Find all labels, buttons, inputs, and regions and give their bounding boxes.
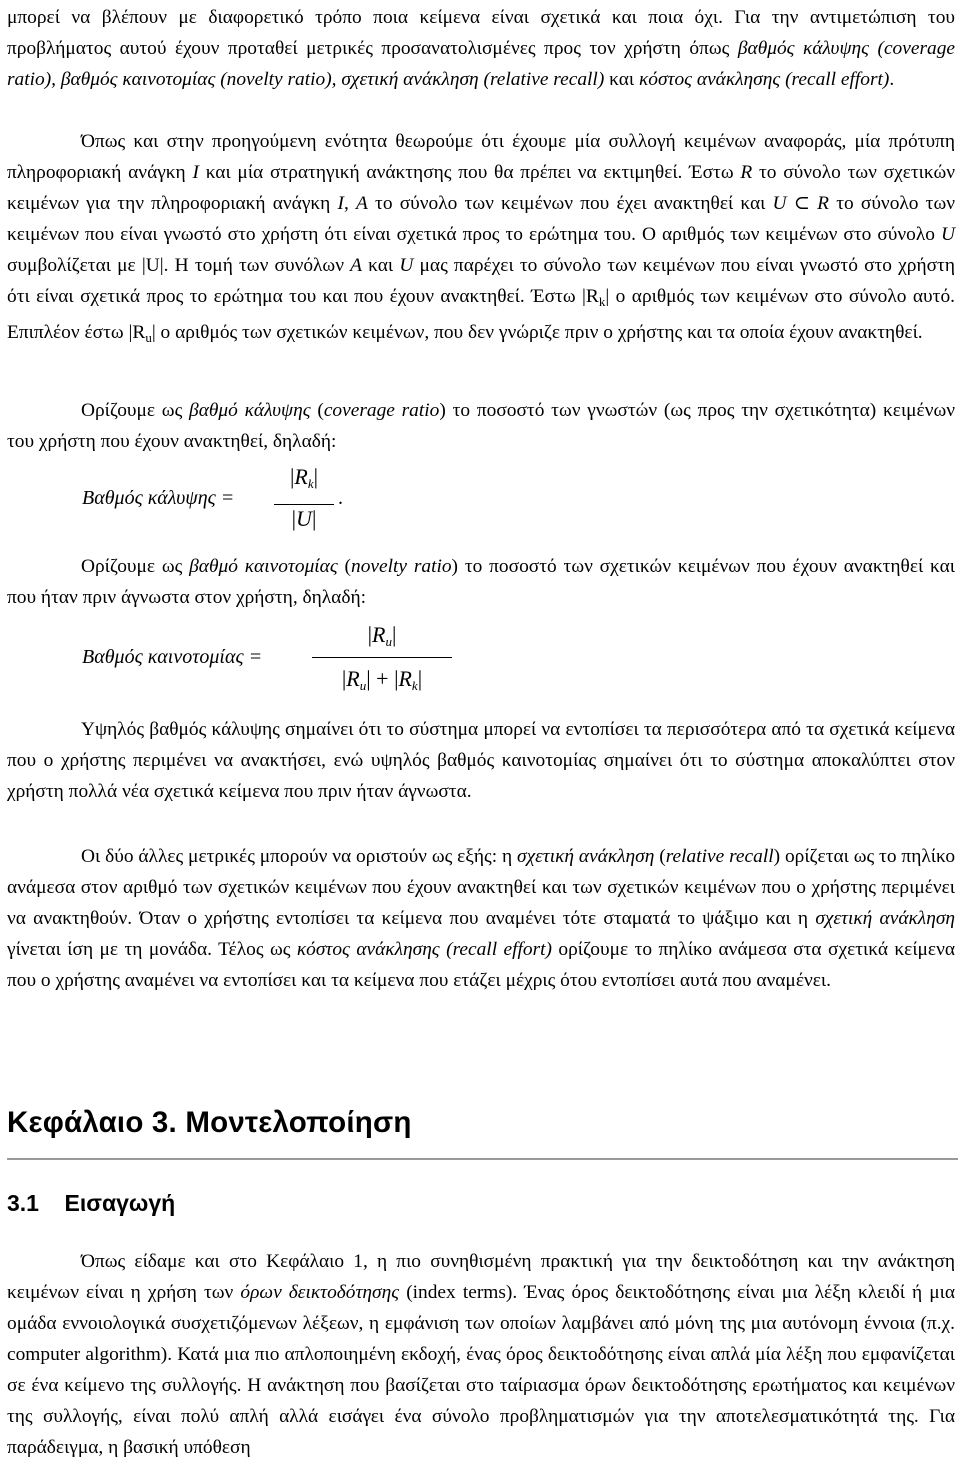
text-run: ) ορίζεται ως το πηλίκο ανάμεσα στον αριθμό των σχετικών κειμένων που έχουν ανακτηθεί και των σχετικών κειμένων που ο χρήστης περιμένει να ανακτηθούν. Όταν ο χρήστης εντοπίσει τα κείμενα που αναμένει τότε σταματά το ψάξιμο και η [7, 846, 956, 929]
italic-term: όρων δεικτοδότησης [240, 1282, 400, 1303]
text-run: και [362, 255, 400, 276]
formula-label: Βαθμός κάλυψης = [82, 487, 235, 509]
text-run: το σύνολο των κειμένων που είναι γνωστό στο χρήστη ότι είναι σχετικά προς το ερώτημα του. Ο αριθμός των κειμένων στο σύνολο [7, 193, 955, 245]
fraction [274, 464, 334, 540]
italic-term: coverage ratio [323, 400, 440, 421]
paragraph-intro-metrics [7, 2, 955, 95]
math-symbol: A [350, 255, 362, 276]
text-run: Ορίζουμε ως [81, 556, 190, 577]
paragraph-novelty-definition [7, 551, 955, 613]
paragraph-definitions [7, 126, 955, 353]
text-run: το σύνολο των κειμένων που έχει ανακτηθεί και [367, 193, 773, 214]
italic-term: κόστος ανάκλησης (recall effort) [638, 69, 890, 90]
italic-term: κόστος ανάκλησης (recall effort) [296, 939, 552, 960]
chapter-divider [7, 1158, 958, 1160]
math-symbol: U ⊂ R [772, 193, 830, 214]
text-run: Όπως και στην προηγούμενη ενότητα θεωρούμε ότι έχουμε μία συλλογή κειμένων αναφοράς, μία πρότυπη πληροφοριακή ανάγκη [7, 131, 955, 183]
chapter-title: Κεφάλαιο 3. Μοντελοποίηση [7, 1106, 412, 1139]
paragraph-other-metrics [7, 841, 955, 996]
text-run: . [889, 69, 895, 90]
subscript: k [598, 294, 606, 309]
text-run: και μία στρατηγική ανάκτησης που θα πρέπει να εκτιμηθεί. Έστω [198, 162, 741, 183]
text-run: ( [337, 556, 352, 577]
italic-term: σχετική ανάκληση [815, 908, 956, 929]
formula-novelty-ratio [82, 624, 562, 704]
text-run: ( [310, 400, 324, 421]
subscript: u [145, 330, 152, 345]
fraction-numerator: | $R_k$ | [274, 464, 334, 492]
text-run: | ο αριθμός των σχετικών κειμένων, που δεν γνώριζε πριν ο χρήστης και τα οποία έχουν ανακτηθεί. [151, 322, 923, 343]
text-run: Όπως είδαμε και στο Κεφάλαιο 1, η πιο συνηθισμένη πρακτική για την δεικτοδότηση και την ανάκτηση κειμένων είναι η χρήση των [7, 1251, 955, 1303]
text-run: ( [654, 846, 666, 867]
fraction [312, 624, 452, 704]
text-run: μπορεί να βλέπουν με διαφορετικό τρόπο ποια κείμενα είναι σχετικά και ποια όχι. Για την αντιμετώπιση του προβλήματος αυτού έχουν προταθεί μετρικές προσανατολισμένες προς τον χρήστη όπως [7, 7, 955, 59]
italic-term: σχετική ανάκληση [517, 846, 655, 867]
text-run: | ο αριθμός των κειμένων στο σύνολο αυτό. Επιπλέον έστω |R [7, 286, 955, 343]
section-title: 3.1 Εισαγωγή [7, 1190, 176, 1216]
italic-term: βαθμό κάλυψης [189, 400, 311, 421]
fraction-bar [312, 657, 452, 658]
fraction-denominator: | U | [274, 506, 334, 532]
text-run: Ορίζουμε ως [81, 400, 190, 421]
fraction-denominator: | $R_u$ | + | $R_k$ | [312, 666, 452, 694]
formula-label: Βαθμός καινοτομίας = [82, 646, 263, 668]
formula-period: . [338, 487, 343, 509]
paragraph-coverage-definition [7, 395, 955, 457]
text-run: και [604, 69, 639, 90]
math-symbol: I [192, 162, 199, 183]
fraction-numerator: | $R_u$ | [312, 622, 452, 650]
italic-term: βαθμός κάλυψης (coverage ratio), βαθμός καινοτομίας (novelty ratio), σχετική ανάκληση (relative recall) [7, 38, 956, 90]
text-run: το σύνολο των σχετικών κειμένων για την πληροφοριακή ανάγκη [7, 162, 956, 214]
formula-coverage-ratio [82, 464, 482, 540]
text-run: συμβολίζεται με |U|. Η τομή των συνόλων [7, 255, 351, 276]
math-symbol: U [940, 224, 955, 245]
math-symbol: A [356, 193, 368, 214]
text-run: Οι δύο άλλες μετρικές μπορούν να οριστούν ως εξής: η [81, 846, 518, 867]
text-run: ) το ποσοστό των γνωστών (ως προς την σχετικότητα) κειμένων του χρήστη που έχουν ανακτηθεί, δηλαδή: [7, 400, 955, 452]
text-run: (index terms). Ένας όρος δεικτοδότησης είναι μια λέξη κλειδί ή μια ομάδα εννοιολογικά συσχετιζόμενων λέξεων, η εμφάνιση των οποίων λαμβάνει από μόνη της μια αυτόνομη έννοια (π.χ. computer algorithm). Κατά μια πιο απλοποιημένη εκδοχή, ένας όρος δεικτοδότησης είναι απλά μία λέξη που εμφανίζεται σε ένα κείμενο της συλλογής. Η ανάκτηση που βασίζεται στο ταίριασμα όρων δεικτοδότησης ερωτήματος και κειμένων της συλλογής, είναι πολύ απλή αλλά εισάγει ένα σύνολο προβληματισμών για την αποτελεσματικότητά της. Για παράδειγμα, η βασική υπόθεση [7, 1282, 956, 1458]
italic-term: novelty ratio [351, 556, 452, 577]
text-run: μας παρέχει το σύνολο των κειμένων που είναι γνωστό στο χρήστη ότι είναι σχετικά προς το ερώτημα του και που έχουν ανακτηθεί. Έστω |R [7, 255, 955, 307]
italic-term: βαθμό καινοτομίας [189, 556, 338, 577]
text-run: , [343, 193, 357, 214]
paragraph-interpretation: Υψηλός βαθμός κάλυψης σημαίνει ότι το σύστημα μπορεί να εντοπίσει τα περισσότερα από τα σχετικά κείμενα που ο χρήστης περιμένει να ανακτήσει, ενώ υψηλός βαθμός καινοτομίας σημαίνει ότι το σύστημα αποκαλύπτει στον χρήστη πολλά νέα σχετικά κείμενα που πριν ήταν άγνωστα. [7, 719, 955, 802]
paragraph-introduction [7, 1246, 955, 1463]
text-run: ορίζουμε το πηλίκο ανάμεσα στα σχετικά κείμενα που ο χρήστης αναμένει να εντοπίσει και τα κείμενα που ετάζει μέχρις ότου εντοπίσει αυτά που αναμένει. [7, 939, 956, 991]
italic-term: relative recall [665, 846, 774, 867]
math-symbol: U [399, 255, 414, 276]
math-symbol: R [740, 162, 753, 183]
text-run: ) το ποσοστό των σχετικών κειμένων που έχουν ανακτηθεί και που ήταν πριν άγνωστα στον χρήστη, δηλαδή: [7, 556, 955, 608]
math-symbol: I [337, 193, 344, 214]
text-run: γίνεται ίση με τη μονάδα. Τέλος ως [7, 939, 297, 960]
